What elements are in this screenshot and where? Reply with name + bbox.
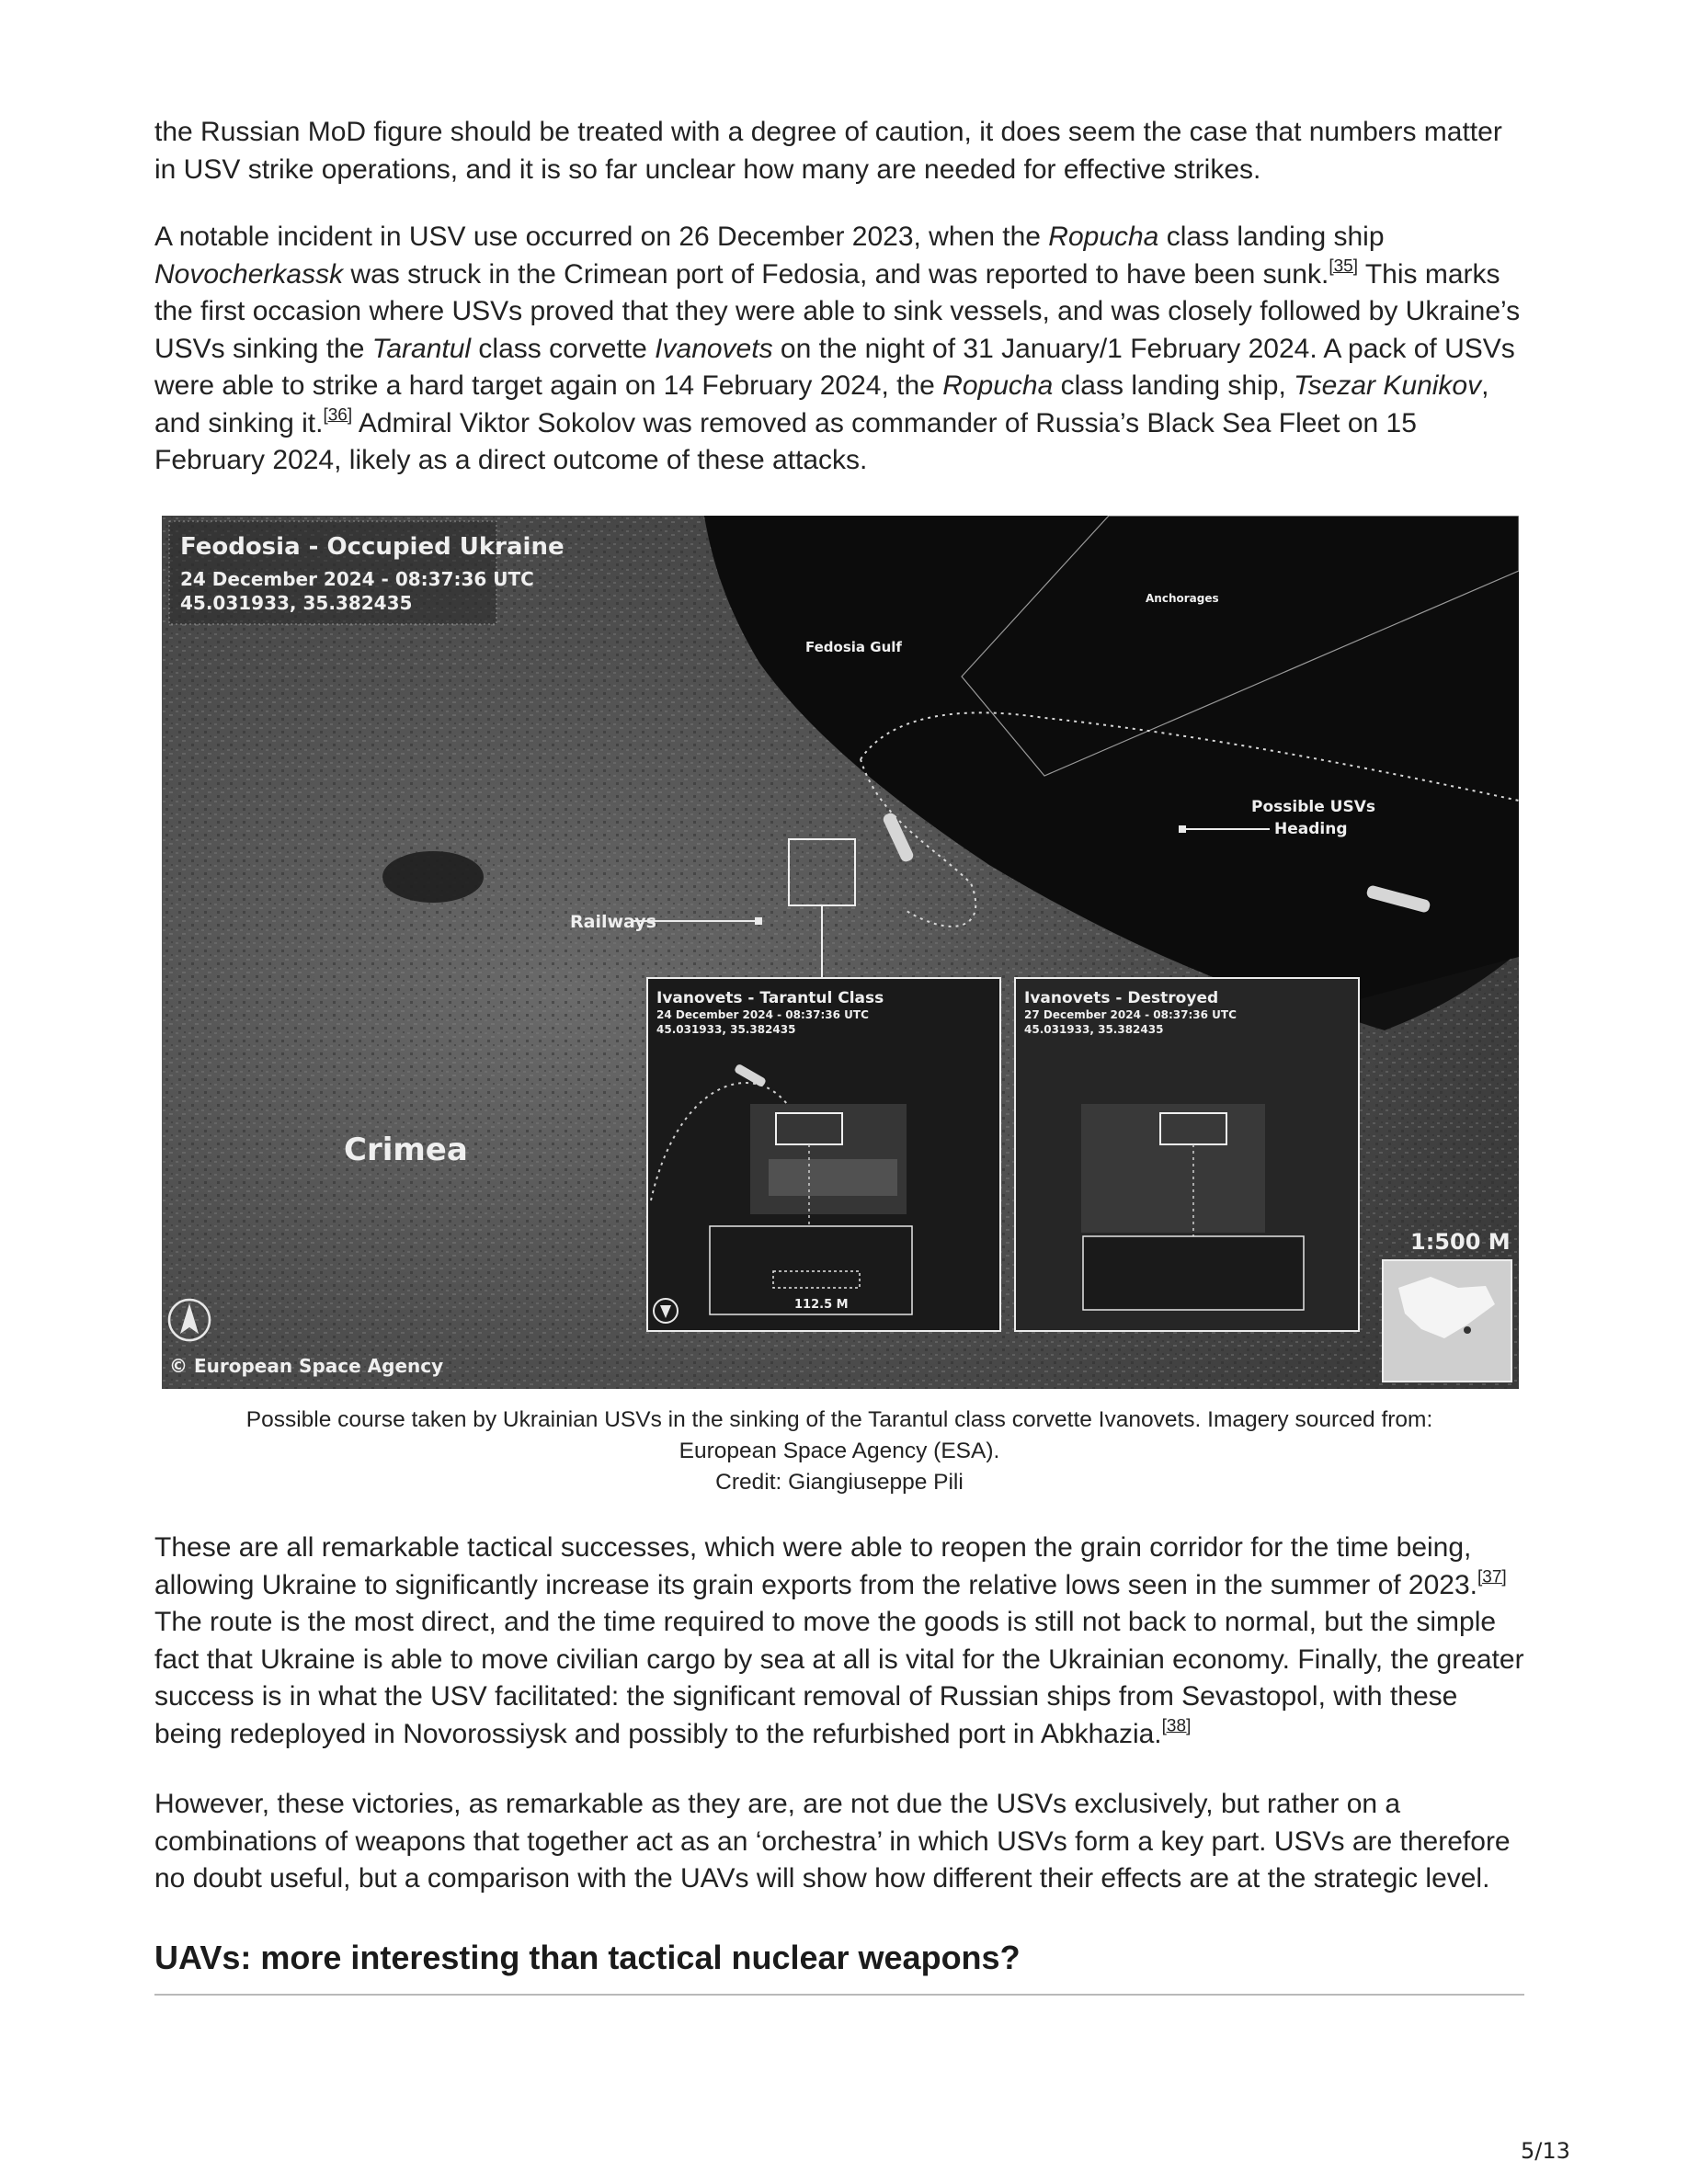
inset-before-date: 24 December 2024 - 08:37:36 UTC xyxy=(656,1008,869,1021)
figure-title: Feodosia - Occupied Ukraine xyxy=(180,533,565,561)
text-run: class corvette xyxy=(471,333,656,364)
ship-class-ropucha: Ropucha xyxy=(942,370,1054,401)
anchorages-label: Anchorages xyxy=(1146,592,1219,605)
ship-class-ropucha: Ropucha xyxy=(1048,222,1159,252)
crimea-label: Crimea xyxy=(344,1132,468,1168)
figure-coords: 45.031933, 35.382435 xyxy=(180,592,413,614)
satellite-image-figure xyxy=(162,516,1519,1389)
text-run: class landing ship xyxy=(1158,222,1385,252)
possible-usvs-label: Possible USVs xyxy=(1251,798,1375,816)
footnote-link-38[interactable]: [38] xyxy=(1161,1716,1192,1736)
section-heading: UAVs: more interesting than tactical nuclear weapons? xyxy=(154,1939,1021,1976)
inset-before-coords: 45.031933, 35.382435 xyxy=(656,1023,796,1036)
fedosia-gulf-label: Fedosia Gulf xyxy=(805,639,902,655)
measure-label: 112.5 M xyxy=(794,1298,849,1312)
text-run: This marks the first occasion where USVs proved that they were able to sink vessels, and was closely followed by Ukraine’s USVs sinking the xyxy=(154,258,1521,364)
heading-label: Heading xyxy=(1274,820,1348,838)
scale-label: 1:500 M xyxy=(1410,1229,1511,1255)
inset-after-date: 27 December 2024 - 08:37:36 UTC xyxy=(1024,1008,1237,1021)
caption-line-2: European Space Agency (ESA). xyxy=(679,1439,1000,1463)
ship-name-novocherkassk: Novocherkassk xyxy=(154,258,344,290)
paragraph-2 xyxy=(154,219,1524,480)
text-run: was struck in the Crimean port of Fedosia, and was reported to have been sunk. xyxy=(343,258,1329,290)
text-run: , and sinking it. xyxy=(154,370,1489,438)
figure-caption xyxy=(154,1405,1524,1498)
footnote-link-37[interactable]: [37] xyxy=(1477,1567,1507,1587)
caption-line-3: Credit: Giangiuseppe Pili xyxy=(715,1470,964,1495)
text-run: These are all remarkable tactical successes, which were able to reopen the grain corridor for the time being, allowing Ukraine to significantly increase its grain exports from the relative lows seen in the summer of 2023. xyxy=(154,1532,1478,1600)
ship-class-tarantul: Tarantul xyxy=(371,333,472,364)
locator-map xyxy=(1383,1260,1511,1382)
inset-after-title: Ivanovets - Destroyed xyxy=(1024,989,1219,1007)
paragraph-3 xyxy=(154,1530,1524,1753)
footnote-link-36[interactable]: [36] xyxy=(323,405,353,426)
text-run: A notable incident in USV use occurred on 26 December 2023, when the xyxy=(154,222,1049,252)
inset-before-title: Ivanovets - Tarantul Class xyxy=(656,989,884,1007)
paragraph-4: However, these victories, as remarkable as they are, are not due the USVs exclusively, but rather on a combinations of weapons that together act as an ‘orchestra’ in which USVs form a key part. USVs are therefore no doubt useful, but a comparison with the UAVs will show how different their effects are at the strategic level. xyxy=(154,1789,1511,1894)
ship-name-tsezar-kunikov: Tsezar Kunikov xyxy=(1294,370,1482,401)
text-run: class landing ship, xyxy=(1053,370,1295,401)
paragraph-1: the Russian MoD figure should be treated with a degree of caution, it does seem the case that numbers matter in USV strike operations, and it is so far unclear how many are needed for effective strikes. xyxy=(154,117,1502,185)
inset-after-coords: 45.031933, 35.382435 xyxy=(1024,1023,1164,1036)
railways-label: Railways xyxy=(570,912,656,932)
text-run: Admiral Viktor Sokolov was removed as commander of Russia’s Black Sea Fleet on 15 February 2024, likely as a direct outcome of these attacks. xyxy=(154,407,1417,475)
footnote-link-35[interactable]: [35] xyxy=(1329,256,1359,277)
inset-after xyxy=(1015,978,1359,1331)
inset-before xyxy=(647,978,1000,1331)
heading-divider xyxy=(154,1994,1524,1996)
caption-line-1: Possible course taken by Ukrainian USVs in the sinking of the Tarantul class corvette Ivanovets. Imagery sourced from: xyxy=(245,1407,1433,1432)
ship-name-ivanovets: Ivanovets xyxy=(655,333,773,364)
figure-date: 24 December 2024 - 08:37:36 UTC xyxy=(180,568,534,590)
text-run: The route is the most direct, and the time required to move the goods is still not back to normal, but the simple fact that Ukraine is able to move civilian cargo by sea at all is vital for the Ukrainian economy. Finally, the greater success is in what the USV facilitated: the significant removal of Russian ships from Sevastopol, with these being redeployed in Novorossiysk and possibly to the refurbished port in Abkhazia. xyxy=(154,1607,1524,1749)
text-run: on the night of 31 January/1 February 2024. A pack of USVs were able to strike a hard target again on 14 February 2024, the xyxy=(154,333,1515,401)
copyright-label: © European Space Agency xyxy=(169,1355,444,1377)
page-number: 5/13 xyxy=(1521,2138,1570,2164)
